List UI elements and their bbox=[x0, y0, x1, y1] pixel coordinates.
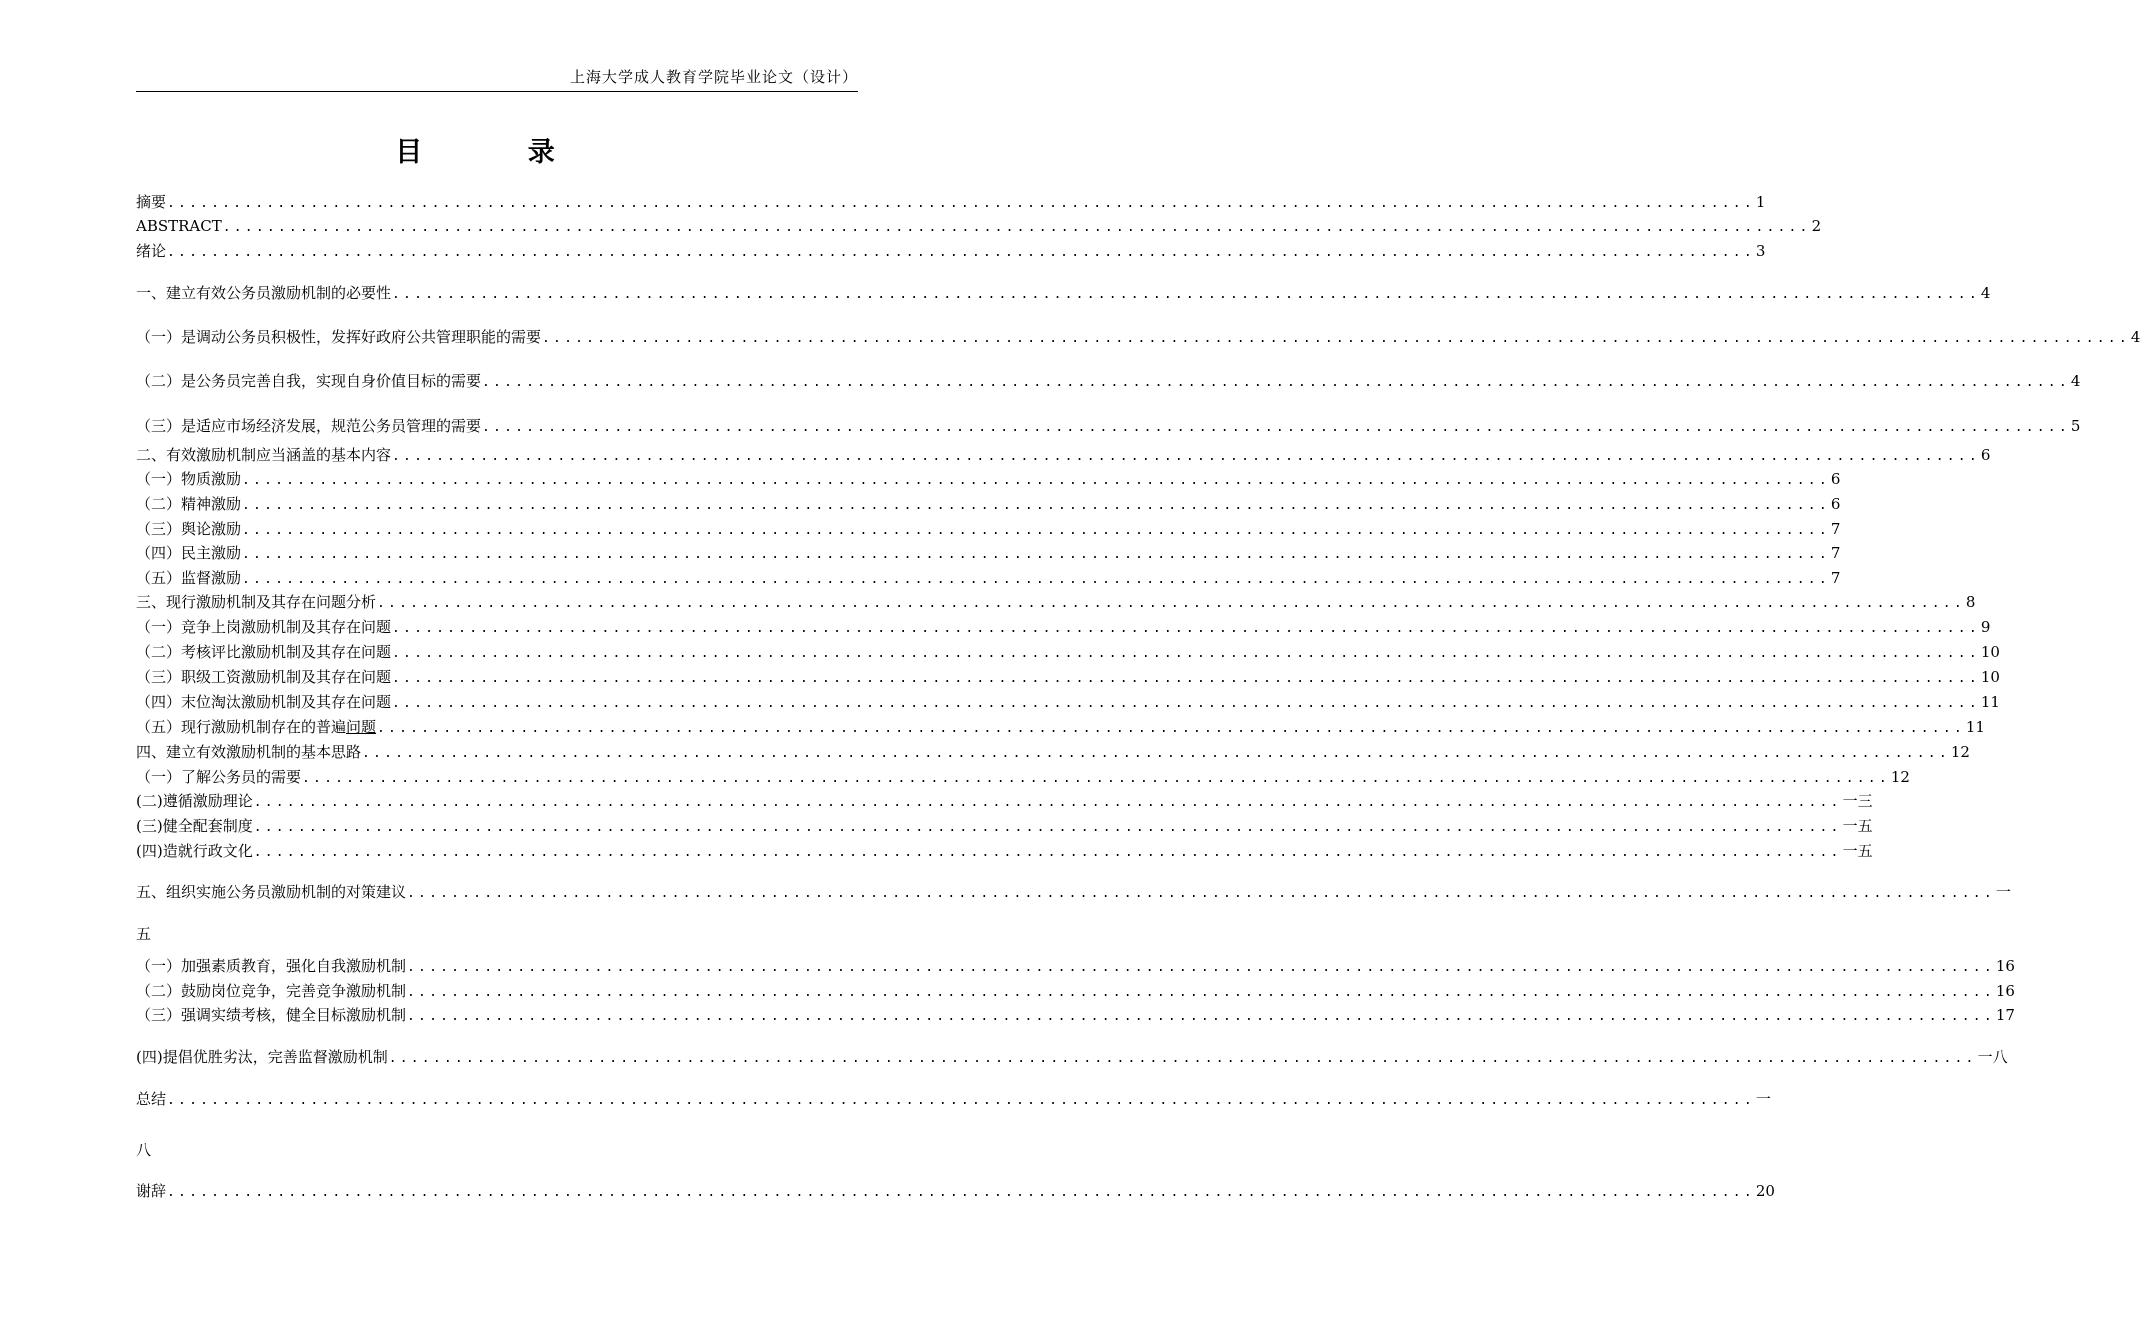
dot-leader: ................................................................................................................................................ bbox=[392, 696, 1980, 711]
dot-leader: ................................................................................................................................................ bbox=[253, 845, 1842, 860]
toc-entry-label: （一）是调动公务员积极性，发挥好政府公共管理职能的需要 bbox=[136, 328, 542, 346]
toc-entry[interactable] bbox=[136, 415, 2081, 437]
toc-entry-page-number: 10 bbox=[1980, 668, 2000, 686]
toc-entry[interactable] bbox=[136, 191, 1766, 213]
toc-entry-page-number: 4 bbox=[1980, 284, 1991, 302]
toc-entry[interactable] bbox=[136, 1004, 2015, 1026]
dot-leader: ................................................................................................................................................ bbox=[392, 621, 1980, 636]
toc-entry[interactable] bbox=[136, 370, 2081, 392]
toc-entry[interactable] bbox=[136, 1180, 1775, 1202]
dot-leader: ................................................................................................................................................ bbox=[253, 795, 1842, 810]
toc-entry[interactable] bbox=[136, 542, 1841, 564]
toc-entry[interactable] bbox=[136, 840, 1873, 862]
toc-entry-page-number: 8 bbox=[1965, 593, 1976, 611]
dot-leader: ................................................................................................................................................ bbox=[167, 196, 1755, 211]
toc-entry-page-number: 1 bbox=[1755, 193, 1766, 211]
toc-entry-page-number: 一 bbox=[1755, 1090, 1771, 1108]
toc-entry[interactable] bbox=[136, 641, 2000, 663]
toc-entry[interactable] bbox=[136, 955, 2015, 977]
toc-entry-page-number: 4 bbox=[2130, 328, 2140, 346]
toc-entry[interactable] bbox=[136, 790, 1873, 812]
toc-entry[interactable] bbox=[136, 240, 1766, 262]
toc-entry-page-number: 10 bbox=[1980, 643, 2000, 661]
dot-leader: ................................................................................................................................................ bbox=[482, 375, 2070, 390]
toc-entry-label: 五、组织实施公务员激励机制的对策建议 bbox=[136, 883, 407, 901]
toc-entry[interactable] bbox=[136, 567, 1841, 589]
toc-entry-label: （一）竞争上岗激励机制及其存在问题 bbox=[136, 618, 392, 636]
toc-entry-page-number: 一 bbox=[1995, 883, 2011, 901]
toc-entry[interactable] bbox=[136, 716, 1985, 738]
toc-entry[interactable] bbox=[136, 591, 1976, 613]
toc-entry-label: （一）物质激励 bbox=[136, 470, 242, 488]
toc-entry-page-number: 7 bbox=[1830, 520, 1841, 538]
toc-entry-page-number: 4 bbox=[2070, 372, 2081, 390]
toc-entry-page-continuation: 五 bbox=[136, 925, 152, 943]
toc-entry-page-number: 6 bbox=[1830, 495, 1841, 513]
dot-leader: ................................................................................................................................................ bbox=[542, 331, 2130, 346]
header-rule bbox=[136, 91, 858, 92]
toc-entry-page-number: 12 bbox=[1950, 743, 1970, 761]
toc-entry-label: （三）是适应市场经济发展，规范公务员管理的需要 bbox=[136, 417, 482, 435]
dot-leader: ................................................................................................................................................ bbox=[362, 746, 1950, 761]
toc-entry-page-number: 16 bbox=[1995, 957, 2015, 975]
toc-entry-label: (三)健全配套制度 bbox=[136, 817, 253, 835]
toc-entry-page-number: 一八 bbox=[1977, 1048, 2008, 1066]
toc-entry-label: 摘要 bbox=[136, 193, 167, 211]
page-title: 目 录 bbox=[395, 137, 603, 168]
dot-leader: ................................................................................................................................................ bbox=[242, 572, 1830, 587]
dot-leader: ................................................................................................................................................ bbox=[407, 1009, 1995, 1024]
dot-leader: ................................................................................................................................................ bbox=[242, 498, 1830, 513]
toc-entry[interactable] bbox=[136, 444, 1991, 466]
dot-leader: ................................................................................................................................................ bbox=[392, 646, 1980, 661]
toc-entry[interactable] bbox=[136, 282, 1991, 304]
toc-entry-label: （三）舆论激励 bbox=[136, 520, 242, 538]
toc-entry-page-number: 3 bbox=[1755, 242, 1766, 260]
toc-entry[interactable] bbox=[136, 326, 2140, 348]
dot-leader: ................................................................................................................................................ bbox=[242, 547, 1830, 562]
toc-entry[interactable] bbox=[136, 881, 2011, 903]
toc-entry[interactable] bbox=[136, 518, 1841, 540]
dot-leader: ................................................................................................................................................ bbox=[482, 420, 2070, 435]
toc-entry-page-number: 6 bbox=[1830, 470, 1841, 488]
dot-leader: ................................................................................................................................................ bbox=[242, 523, 1830, 538]
toc-entry-label: （三）强调实绩考核，健全目标激励机制 bbox=[136, 1006, 407, 1024]
dot-leader: ................................................................................................................................................ bbox=[407, 960, 1995, 975]
toc-entry[interactable] bbox=[136, 766, 1910, 788]
toc-entry[interactable] bbox=[136, 468, 1841, 490]
dot-leader: ................................................................................................................................................ bbox=[253, 820, 1842, 835]
toc-entry-label: 二、有效激励机制应当涵盖的基本内容 bbox=[136, 446, 392, 464]
toc-entry-label: （四）末位淘汰激励机制及其存在问题 bbox=[136, 693, 392, 711]
toc-entry-label: （二）考核评比激励机制及其存在问题 bbox=[136, 643, 392, 661]
toc-entry[interactable] bbox=[136, 815, 1873, 837]
toc-entry-label: 绪论 bbox=[136, 242, 167, 260]
dot-leader: ................................................................................................................................................ bbox=[302, 771, 1890, 786]
dot-leader: ................................................................................................................................................ bbox=[388, 1051, 1977, 1066]
toc-entry-page-number: 一三 bbox=[1842, 792, 1873, 810]
toc-entry-page-number: 7 bbox=[1830, 544, 1841, 562]
toc-entry-label: （四）民主激励 bbox=[136, 544, 242, 562]
toc-entry-page-number: 11 bbox=[1965, 718, 1985, 736]
dot-leader: ................................................................................................................................................ bbox=[392, 287, 1980, 302]
dot-leader: ................................................................................................................................................ bbox=[222, 220, 1811, 235]
toc-entry-page-number: 16 bbox=[1995, 982, 2015, 1000]
toc-entry-label: （二）精神激励 bbox=[136, 495, 242, 513]
dot-leader: ................................................................................................................................................ bbox=[167, 245, 1755, 260]
toc-entry[interactable] bbox=[136, 666, 2000, 688]
dot-leader: ................................................................................................................................................ bbox=[377, 596, 1965, 611]
toc-entry-page-number: 一五 bbox=[1842, 817, 1873, 835]
toc-entry-label: （五）监督激励 bbox=[136, 569, 242, 587]
dot-leader: ................................................................................................................................................ bbox=[167, 1185, 1755, 1200]
toc-entry-page-number: 一五 bbox=[1842, 842, 1873, 860]
toc-entry-page-continuation: 八 bbox=[136, 1141, 152, 1159]
toc-entry-label: 谢辞 bbox=[136, 1182, 167, 1200]
toc-entry-page-number: 6 bbox=[1980, 446, 1991, 464]
toc-entry-page-number: 11 bbox=[1980, 693, 2000, 711]
toc-entry-label-underlined: 问题 bbox=[346, 718, 377, 736]
toc-entry-page-number: 9 bbox=[1980, 618, 1991, 636]
toc-entry-label: （二）是公务员完善自我，实现自身价值目标的需要 bbox=[136, 372, 482, 390]
toc-entry-label: 一、建立有效公务员激励机制的必要性 bbox=[136, 284, 392, 302]
toc-entry-page-number: 7 bbox=[1830, 569, 1841, 587]
dot-leader: ................................................................................................................................................ bbox=[167, 1093, 1755, 1108]
dot-leader: ................................................................................................................................................ bbox=[392, 671, 1980, 686]
dot-leader: ................................................................................................................................................ bbox=[392, 449, 1980, 464]
toc-entry[interactable] bbox=[136, 691, 2000, 713]
toc-entry-page-number: 5 bbox=[2070, 417, 2081, 435]
toc-entry-page-number: 2 bbox=[1811, 217, 1822, 235]
dot-leader: ................................................................................................................................................ bbox=[242, 473, 1830, 488]
toc-entry-label: （一）了解公务员的需要 bbox=[136, 768, 302, 786]
toc-entry[interactable] bbox=[136, 980, 2015, 1002]
toc-entry[interactable] bbox=[136, 1088, 1771, 1110]
dot-leader: ................................................................................................................................................ bbox=[407, 985, 1995, 1000]
toc-entry[interactable] bbox=[136, 215, 1822, 237]
toc-entry-label: (二)遵循激励理论 bbox=[136, 792, 253, 810]
toc-entry-label: 三、现行激励机制及其存在问题分析 bbox=[136, 593, 377, 611]
toc-entry-label: (四)造就行政文化 bbox=[136, 842, 253, 860]
toc-entry-page-number: 12 bbox=[1890, 768, 1910, 786]
dot-leader: ................................................................................................................................................ bbox=[377, 721, 1965, 736]
page-header: 上海大学成人教育学院毕业论文（设计） bbox=[569, 68, 858, 86]
toc-entry[interactable] bbox=[136, 493, 1841, 515]
toc-entry-label: 四、建立有效激励机制的基本思路 bbox=[136, 743, 362, 761]
toc-entry-label: 总结 bbox=[136, 1090, 167, 1108]
toc-entry[interactable] bbox=[136, 616, 1991, 638]
toc-entry-page-number: 17 bbox=[1995, 1006, 2015, 1024]
toc-entry[interactable] bbox=[136, 741, 1970, 763]
toc-entry-label: （五）现行激励机制存在的普遍问题 bbox=[136, 718, 377, 736]
toc-entry-page-number: 20 bbox=[1755, 1182, 1775, 1200]
toc-entry-label: （三）职级工资激励机制及其存在问题 bbox=[136, 668, 392, 686]
toc-entry-label: （二）鼓励岗位竞争，完善竞争激励机制 bbox=[136, 982, 407, 1000]
toc-entry-label: (四)提倡优胜劣汰，完善监督激励机制 bbox=[136, 1048, 388, 1066]
dot-leader: ................................................................................................................................................ bbox=[407, 886, 1995, 901]
toc-entry-label: （一）加强素质教育，强化自我激励机制 bbox=[136, 957, 407, 975]
toc-entry-label: ABSTRACT bbox=[136, 217, 222, 235]
toc-entry[interactable] bbox=[136, 1046, 2008, 1068]
